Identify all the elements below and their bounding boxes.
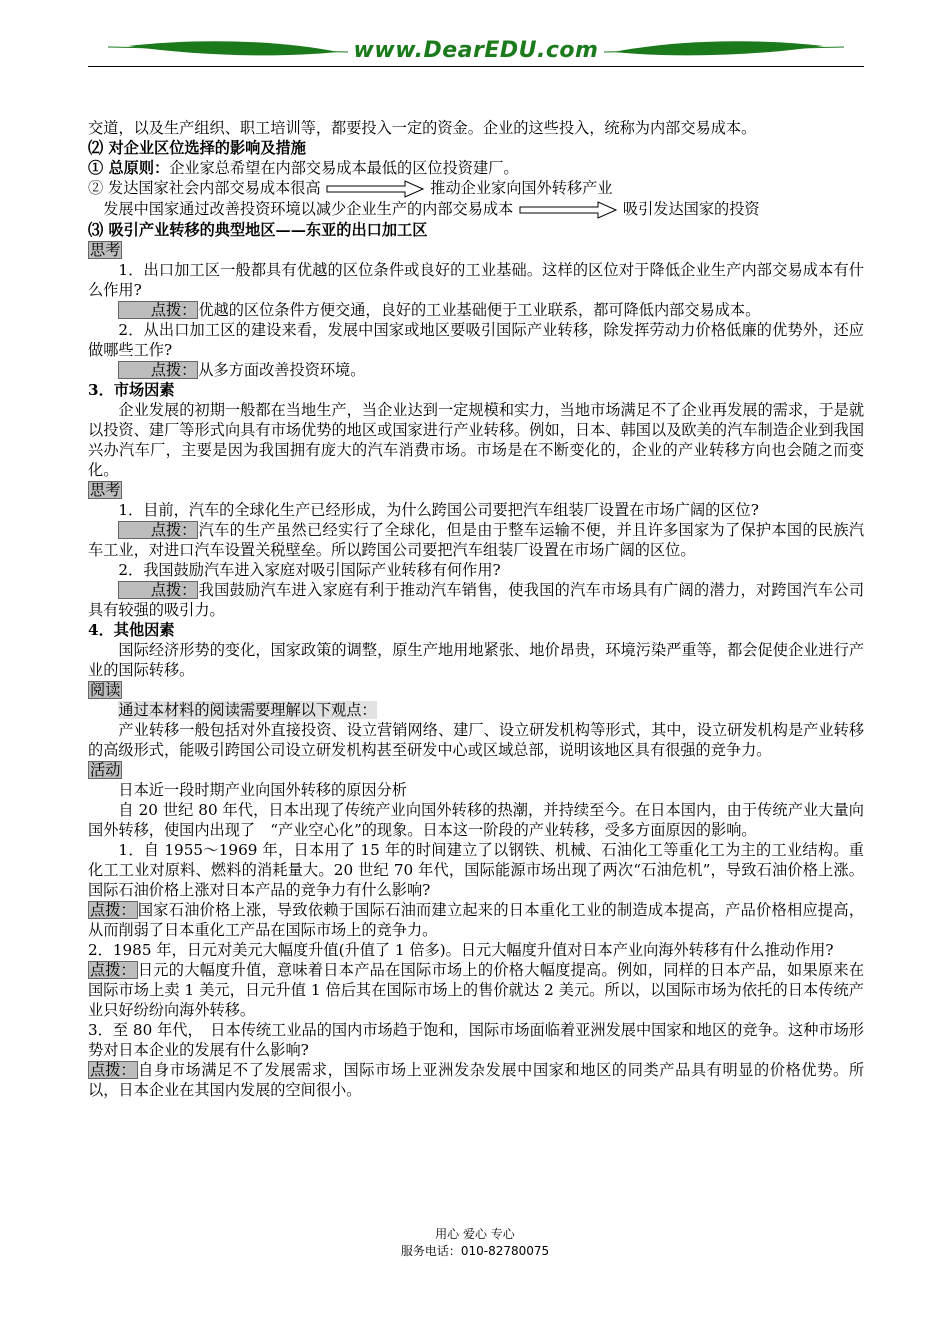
question: 1．目前，汽车的全球化生产已经形成，为什么跨国公司要把汽车组装厂设置在市场广阔的区位?	[118, 501, 759, 519]
header-rule	[88, 66, 864, 67]
question: 3．至 80 年代， 日本传统工业品的国内市场趋于饱和，国际市场面临着亚洲发展中国家和地区的竞争。这种市场形势对日本企业的发展有什么影响?	[88, 1021, 864, 1059]
hint-tag: 点拨：	[118, 581, 198, 599]
section-heading: 3．市场因素	[88, 381, 175, 399]
site-logo-text[interactable]: www.DearEDU.com	[353, 38, 599, 63]
paragraph: 吸引发达国家的投资	[622, 200, 760, 218]
read-intro: 通过本材料的阅读需要理解以下观点：	[118, 701, 377, 719]
question: 1．自 1955～1969 年，日本用了 15 年的时间建立了以钢铁、机械、石油化工等重化工为主的工业结构。重化工工业对原料、燃料的消耗量大。20 世纪 70 年代，国际能源市场出现了两次“石油危机”，导致石油价格上涨。国际石油价格上涨对日本产品的竞争力有什么影响?	[88, 841, 864, 899]
footer-motto: 用心 爱心 专心	[435, 1227, 515, 1241]
read-tag: 阅读	[90, 681, 121, 699]
answer: 汽车的生产虽然已经实行了全球化，但是由于整车运输不便，并且许多国家为了保护本国的民族汽车工业，对进口汽车设置关税壁垒。所以跨国公司要把汽车组装厂设置在市场广阔的区位。	[88, 521, 864, 559]
paragraph: 交道，以及生产组织、职工培训等，都要投入一定的资金。企业的这些投入，统称为内部交易成本。	[88, 119, 757, 137]
document-body	[88, 118, 864, 1100]
hint-tag: 点拨：	[90, 901, 136, 919]
paragraph: 国际经济形势的变化，国家政策的调整，原生产地用地紧张、地价昂贵，环境污染严重等，都会促使企业进行产业的国际转移。	[88, 641, 864, 679]
paragraph: 企业家总希望在内部交易成本最低的区位投资建厂。	[169, 159, 519, 177]
answer: 我国鼓励汽车进入家庭有利于推动汽车销售，使我国的汽车市场具有广阔的潜力，对跨国汽车公司具有较强的吸引力。	[88, 581, 864, 619]
answer: 优越的区位条件方便交通，良好的工业基础便于工业联系，都可降低内部交易成本。	[198, 301, 761, 319]
site-header	[88, 18, 864, 70]
paragraph: 产业转移一般包括对外直接投资、设立营销网络、建厂、设立研发机构等形式，其中，设立研发机构是产业转移的高级形式，能吸引跨国公司设立研发机构甚至研发中心或区域总部，说明该地区具有很强的竞争力。	[88, 721, 864, 759]
activity-title: 日本近一段时期产业向国外转移的原因分析	[118, 781, 407, 799]
question: 1．出口加工区一般都具有优越的区位条件或良好的工业基础。这样的区位对于降低企业生产内部交易成本有什么作用?	[88, 261, 864, 299]
arrow-right-icon	[518, 200, 618, 220]
hint-tag: 点拨：	[118, 301, 198, 319]
page-footer	[0, 1226, 950, 1260]
question: 2．我国鼓励汽车进入家庭对吸引国际产业转移有何作用?	[118, 561, 501, 579]
think-tag: 思考	[90, 241, 121, 259]
paragraph: ② 发达国家社会内部交易成本很高	[88, 179, 321, 197]
question: 2．从出口加工区的建设来看，发展中国家或地区要吸引国际产业转移，除发挥劳动力价格低廉的优势外，还应做哪些工作?	[88, 321, 864, 359]
section-heading: ⑶ 吸引产业转移的典型地区——东亚的出口加工区	[88, 221, 428, 239]
paragraph: 自 20 世纪 80 年代，日本出现了传统产业向国外转移的热潮，并持续至今。在日本国内，由于传统产业大量向国外转移，使国内出现了 “产业空心化”的现象。日本这一阶段的产业转移，受多方面原因的影响。	[88, 801, 864, 839]
paragraph: 企业发展的初期一般都在当地生产，当企业达到一定规模和实力，当地市场满足不了企业再发展的需求，于是就以投资、建厂等形式向具有市场优势的地区或国家进行产业转移。例如，日本、韩国以及欧美的汽车制造企业到我国兴办汽车厂，主要是因为我国拥有庞大的汽车消费市场。市场是在不断变化的，企业的产业转移方向也会随之而变化。	[88, 401, 864, 479]
think-tag: 思考	[90, 481, 121, 499]
answer: 国家石油价格上涨，导致依赖于国际石油而建立起来的日本重化工业的制造成本提高，产品价格相应提高，从而削弱了日本重化工产品在国际市场上的竞争力。	[88, 901, 864, 939]
label: ① 总原则：	[88, 159, 170, 177]
hint-tag: 点拨：	[118, 361, 198, 379]
footer-phone: 服务电话：010-82780075	[400, 1244, 550, 1258]
answer: 自身市场满足不了发展需求，国际市场上亚洲发杂发展中国家和地区的同类产品具有明显的价格优势。所以，日本企业在其国内发展的空间很小。	[88, 1061, 864, 1099]
hint-tag: 点拨：	[90, 961, 136, 979]
answer: 日元的大幅度升值，意味着日本产品在国际市场上的价格大幅度提高。例如，同样的日本产品，如果原来在国际市场上卖 1 美元，日元升值 1 倍后其在国际市场上的售价就达 2 美元。所以，以国际市场为依托的日本传统产业只好纷纷向海外转移。	[88, 961, 864, 1019]
arrow-right-icon	[325, 179, 425, 199]
hint-tag: 点拨：	[90, 1061, 136, 1079]
paragraph: 发展中国家通过改善投资环境以减少企业生产的内部交易成本	[103, 200, 514, 218]
activity-tag: 活动	[90, 761, 121, 779]
answer: 从多方面改善投资环境。	[198, 361, 366, 379]
paragraph: 推动企业家向国外转移产业	[430, 179, 613, 197]
hint-tag: 点拨：	[118, 521, 198, 539]
question: 2．1985 年，日元对美元大幅度升值(升值了 1 倍多)。日元大幅度升值对日本产业向海外转移有什么推动作用?	[88, 941, 834, 959]
section-heading: ⑵ 对企业区位选择的影响及措施	[88, 139, 306, 157]
section-heading: 4．其他因素	[88, 621, 175, 639]
